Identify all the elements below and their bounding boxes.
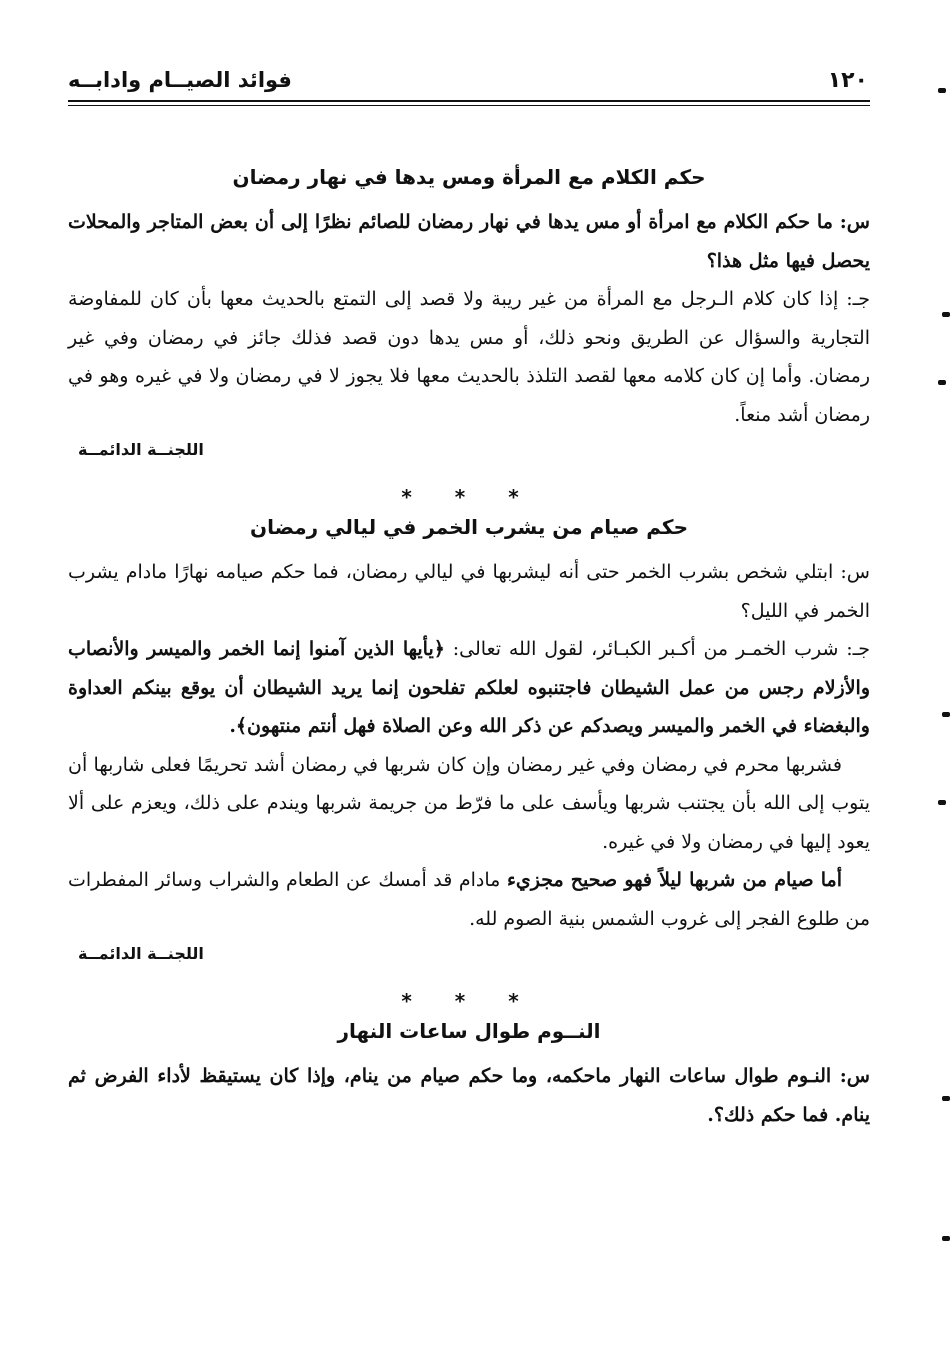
running-title: فوائد الصيــام وادابــه xyxy=(68,68,292,92)
scan-mark xyxy=(942,1096,950,1101)
answer-2-paragraph-2: فشربها محرم في رمضان وفي غير رمضان وإن كان شربها في رمضان أشد تحريمًا فعلى شاربها أن يتوب إلى الله بأن يجتنب شربها ويأسف على ما فرّط من جريمة شربها ويندم على ذلك، ويعزم على ألا يعود إليها في رمضان ولا في غيره. xyxy=(68,753,870,853)
scan-mark xyxy=(938,380,946,385)
scan-mark xyxy=(942,1236,950,1241)
scan-mark xyxy=(942,312,950,317)
page-number: ١٢٠ xyxy=(827,68,868,93)
answer-1: جـ: إذا كان كلام الـرجل مع المرأة من غير ريبة ولا قصد إلى التمتع بالحديث معها بأن كان للمفاوضة التجارية والسؤال عن الطريق ونحو ذلك، أو مس يدها دون قصد فذلك جائز في رمضان وفي غير رمضان. وأما إن كان كلامه معها لقصد التلذذ بالحديث معها فلا يجوز لا في رمضان ولا في غيره وهو في رمضان أشد منعاً. xyxy=(68,288,870,426)
answer-2-intro: جـ: شرب الخمـر من أكـبر الكبـائر، لقول الله تعالى: xyxy=(452,638,870,660)
signature-2: اللجنــة الدائمــة xyxy=(78,944,204,963)
scan-mark xyxy=(938,88,946,93)
answer-2-ruling: أما صيام من شربها ليلاً فهو صحيح مجزيء xyxy=(506,869,842,891)
page-content xyxy=(68,165,870,1134)
answer-2-ruling-rest: مادام قد أمسك عن الطعام والشراب وسائر المفطرات من طلوع الفجر إلى غروب الشمس بنية الصوم لله. xyxy=(68,869,870,930)
signature-1: اللجنــة الدائمــة xyxy=(78,440,204,459)
section-divider-stars-1: * * * xyxy=(401,485,537,509)
page-header xyxy=(68,62,868,102)
scan-mark xyxy=(942,712,950,717)
answer-2 xyxy=(68,630,870,746)
section-heading-1: حكم الكلام مع المرأة ومس يدها في نهار رمضان xyxy=(232,165,706,189)
section-divider-stars-2: * * * xyxy=(401,989,537,1013)
header-rule-thick xyxy=(68,100,870,102)
question-1: س: ما حكم الكلام مع امرأة أو مس يدها في نهار رمضان للصائم نظرًا إلى أن بعض المتاجر والمحلات يحصل فيها مثل هذا؟ xyxy=(68,211,870,272)
header-rule-thin xyxy=(68,105,870,106)
section-heading-3: النــوم طوال ساعات النهار xyxy=(337,1019,601,1043)
scan-mark xyxy=(938,800,946,805)
question-2: س: ابتلي شخص بشرب الخمر حتى أنه ليشربها في ليالي رمضان، فما حكم صيامه نهارًا مادام يشرب الخمر في الليل؟ xyxy=(68,561,870,622)
answer-2-paragraph-3 xyxy=(68,861,870,938)
section-heading-2: حكم صيام من يشرب الخمر في ليالي رمضان xyxy=(250,515,688,539)
question-3: س: النـوم طوال ساعات النهار ماحكمه، وما حكم صيام من ينام، وإذا كان يستيقظ لأداء الفرض ثم ينام. فما حكم ذلك؟. xyxy=(68,1065,870,1126)
quran-quote: ﴿يأيها الذين آمنوا إنما الخمر والميسر والأنصاب والأزلام رجس من عمل الشيطان فاجتنبوه لعلكم تفلحون إنما يريد الشيطان أن يوقع بينكم العداوة والبغضاء في الخمر والميسر ويصدكم عن ذكر الله وعن الصلاة فهل أنتم منتهون﴾. xyxy=(68,638,870,737)
